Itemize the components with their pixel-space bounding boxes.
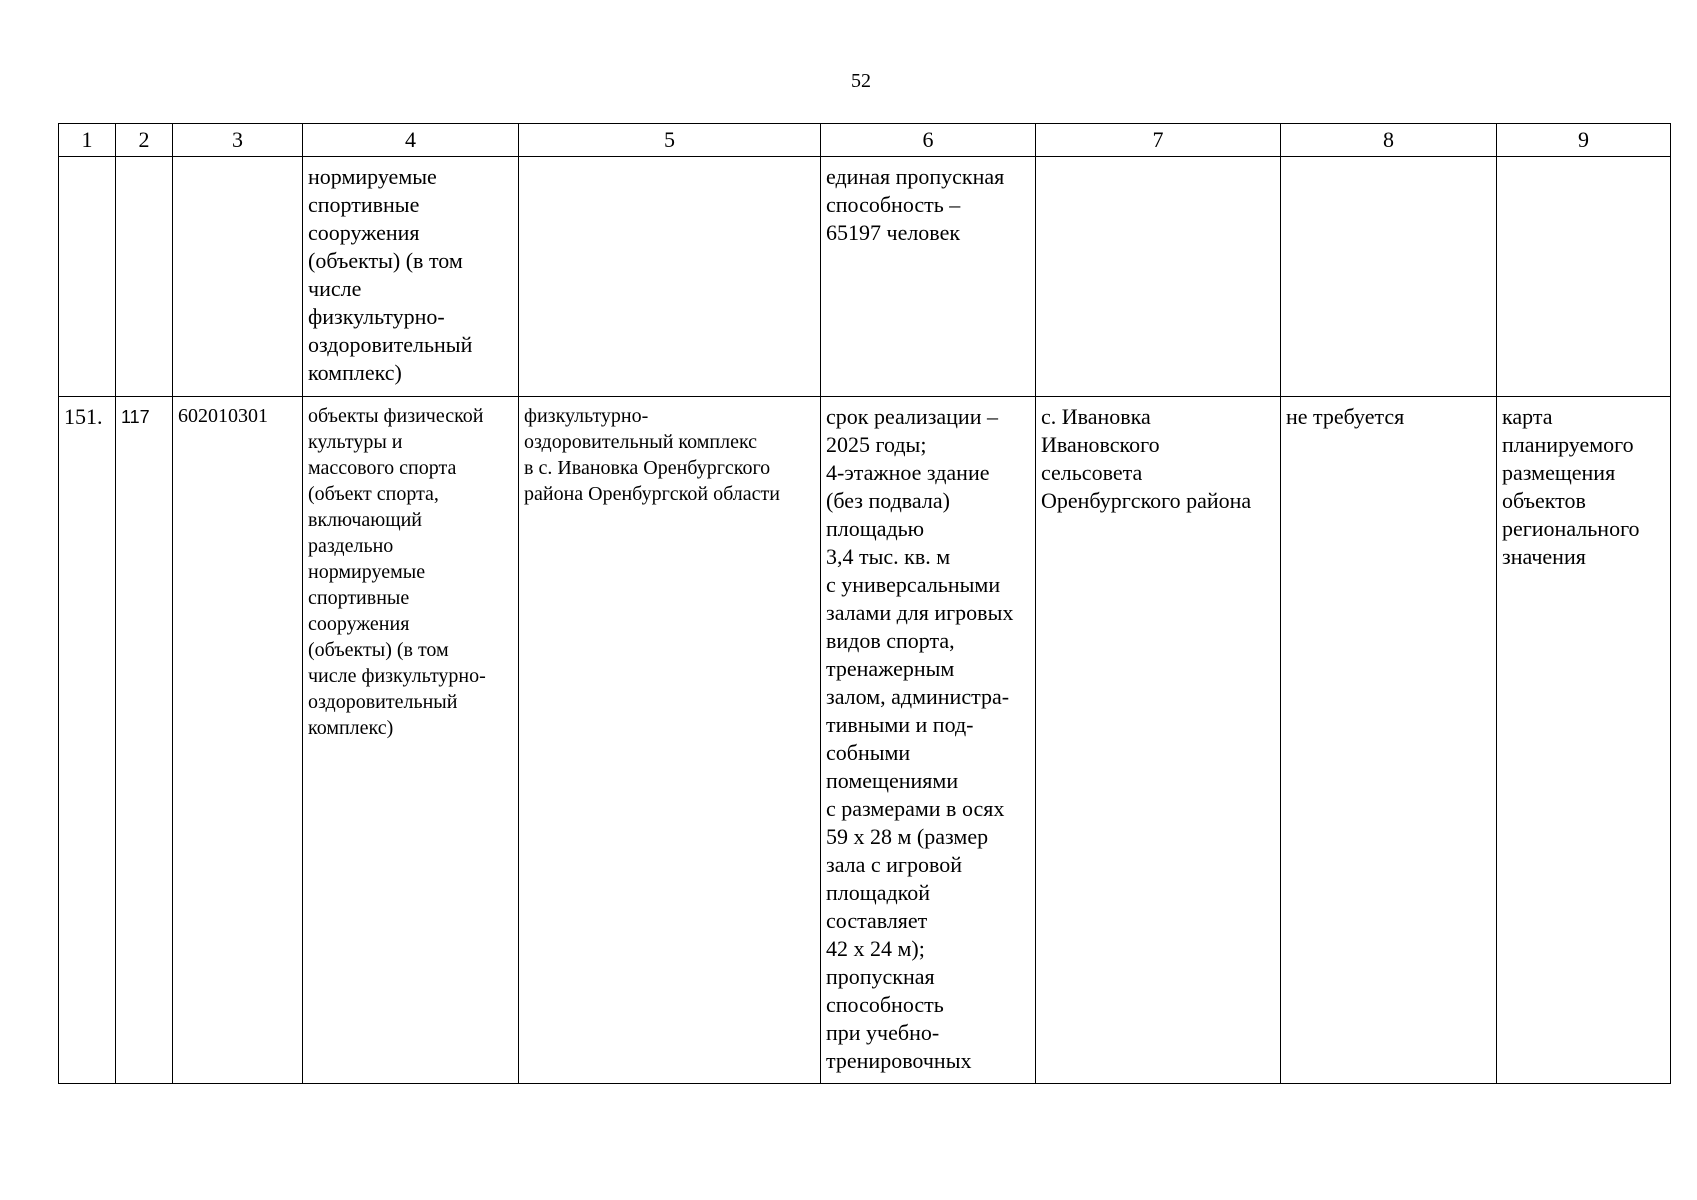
planning-table — [58, 123, 1671, 1084]
header-col-6: 6 — [821, 124, 1036, 157]
text-line: спортивные — [308, 587, 410, 609]
text-line: 3,4 тыс. кв. м — [826, 544, 951, 569]
cont-cell-8 — [1281, 157, 1497, 397]
zones-requirement: не требуется — [1281, 397, 1497, 1084]
text-line: 42 х 24 м); — [826, 936, 925, 961]
text-line: залами для игровых — [826, 600, 1014, 625]
text-line: в с. Ивановка Оренбургского — [524, 457, 771, 479]
text-line: планируемого — [1502, 432, 1634, 457]
text-line: 59 х 28 м (размер — [826, 824, 989, 849]
cont-cell-9 — [1497, 157, 1671, 397]
text-line: комплекс) — [308, 360, 402, 385]
continued-row — [59, 157, 1671, 397]
text-line: 4-этажное здание — [826, 460, 990, 485]
text-line: оздоровительный комплекс — [524, 431, 758, 453]
text-line: видов спорта, — [826, 628, 955, 653]
text-line: способность – — [826, 192, 961, 217]
header-col-9: 9 — [1497, 124, 1671, 157]
text-line: площадью — [826, 516, 925, 541]
text-line: Оренбургского района — [1041, 488, 1252, 513]
text-line: Ивановского — [1041, 432, 1160, 457]
text-line: срок реализации – — [826, 404, 998, 429]
cont-cell-6 — [821, 157, 1036, 397]
text-line: 2025 годы; — [826, 432, 927, 457]
text-line: сельсовета — [1041, 460, 1143, 485]
text-line: физкультурно- — [308, 304, 445, 329]
header-col-3: 3 — [173, 124, 303, 157]
cont-cell-3 — [173, 157, 303, 397]
header-col-7: 7 — [1036, 124, 1281, 157]
map-reference — [1497, 397, 1671, 1084]
object-type — [303, 397, 519, 1084]
object-code: 602010301 — [173, 397, 303, 1084]
text-line: (объекты) (в том — [308, 639, 449, 661]
text-line: тренажерным — [826, 656, 955, 681]
row-number: 151. — [59, 397, 116, 1084]
text-line: оздоровительный — [308, 332, 473, 357]
page-number: 52 — [851, 70, 871, 92]
header-col-4: 4 — [303, 124, 519, 157]
text-line: числе физкультурно- — [308, 665, 486, 687]
text-line: включающий — [308, 509, 423, 531]
object-index: 117 — [116, 397, 173, 1084]
text-line: (без подвала) — [826, 488, 950, 513]
text-line: спортивные — [308, 192, 420, 217]
text-line: зала с игровой — [826, 852, 962, 877]
text-line: единая пропускная — [826, 164, 1005, 189]
text-line: сооружения — [308, 613, 410, 635]
text-line: карта — [1502, 404, 1553, 429]
text-line: культуры и — [308, 431, 403, 453]
header-col-1: 1 — [59, 124, 116, 157]
text-line: регионального — [1502, 516, 1640, 541]
text-line: залом, администра- — [826, 684, 1010, 709]
text-line: с универсальными — [826, 572, 1001, 597]
header-col-8: 8 — [1281, 124, 1497, 157]
table-row — [59, 397, 1671, 1084]
header-row — [59, 124, 1671, 157]
object-name — [519, 397, 821, 1084]
text-line: составляет — [826, 908, 928, 933]
text-line: раздельно — [308, 535, 394, 557]
text-line: при учебно- — [826, 1020, 940, 1045]
text-line: нормируемые — [308, 164, 437, 189]
cont-cell-7 — [1036, 157, 1281, 397]
cont-cell-4 — [303, 157, 519, 397]
text-line: (объекты) (в том — [308, 248, 463, 273]
text-line: помещениями — [826, 768, 959, 793]
text-line: значения — [1502, 544, 1586, 569]
text-line: числе — [308, 276, 362, 301]
text-line: 65197 человек — [826, 220, 961, 245]
header-col-2: 2 — [116, 124, 173, 157]
text-line: с. Ивановка — [1041, 404, 1151, 429]
text-line: тивными и под- — [826, 712, 974, 737]
text-line: с размерами в осях — [826, 796, 1005, 821]
text-line: оздоровительный — [308, 691, 458, 713]
text-line: размещения — [1502, 460, 1616, 485]
text-line: комплекс) — [308, 717, 394, 739]
text-line: способность — [826, 992, 944, 1017]
text-line: (объект спорта, — [308, 483, 439, 505]
object-characteristics — [821, 397, 1036, 1084]
text-line: сооружения — [308, 220, 420, 245]
text-line: объектов — [1502, 488, 1586, 513]
object-location — [1036, 397, 1281, 1084]
text-line: физкультурно- — [524, 405, 649, 427]
text-line: района Оренбургской области — [524, 483, 780, 505]
header-col-5: 5 — [519, 124, 821, 157]
text-line: массового спорта — [308, 457, 457, 479]
cont-cell-5 — [519, 157, 821, 397]
text-line: объекты физической — [308, 405, 484, 427]
cont-cell-2 — [116, 157, 173, 397]
text-line: пропускная — [826, 964, 935, 989]
text-line: площадкой — [826, 880, 930, 905]
text-line: тренировочных — [826, 1048, 972, 1073]
cont-cell-1 — [59, 157, 116, 397]
text-line: собными — [826, 740, 911, 765]
text-line: нормируемые — [308, 561, 426, 583]
